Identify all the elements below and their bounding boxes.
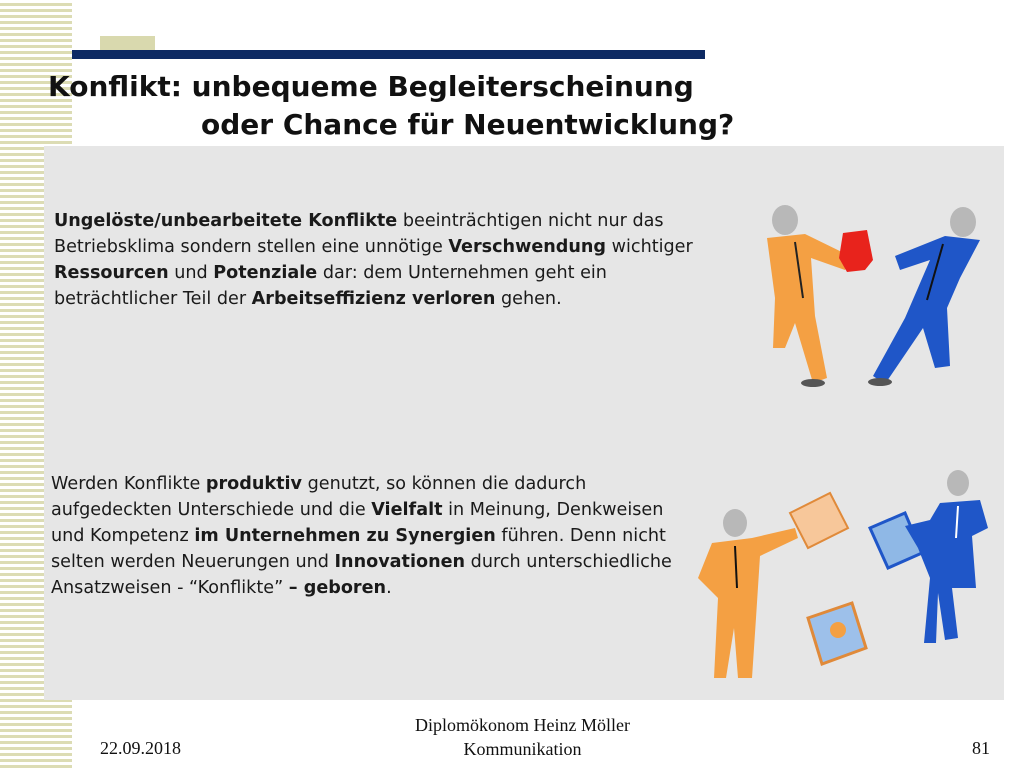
paragraph-waste	[54, 208, 694, 312]
title-line-1: Konflikt: unbequeme Begleiterscheinung	[48, 70, 694, 103]
paragraph2-run: Werden Konflikte	[51, 474, 206, 494]
tug-of-war-illustration	[755, 198, 995, 393]
paragraph-synergy	[51, 471, 691, 601]
paragraph2-run: – geboren	[288, 578, 387, 598]
paragraph2-run: im Unternehmen zu Synergien	[194, 526, 496, 546]
paragraph1-run: Arbeitseffizienz verloren	[251, 289, 496, 309]
paragraph1-run: Ungelöste/unbearbeitete Konflikte	[54, 211, 398, 231]
blue-shoe	[868, 378, 892, 386]
orange-figure	[767, 205, 850, 387]
orange-figure-head	[772, 205, 798, 235]
paragraph1-run: beeinträchtigen nicht nur das Betriebsklima sondern stellen eine unnötige	[54, 211, 664, 257]
paragraph1-run: Ressourcen	[54, 263, 169, 283]
paragraph1-run: gehen.	[495, 289, 562, 309]
blue-figure-head	[950, 207, 976, 237]
footer-author: Diplomökonom Heinz Möller	[415, 715, 630, 735]
blue-figure-2-head	[947, 470, 969, 496]
paragraph2-run: führen. Denn nicht selten werden Neuerungen und	[51, 526, 666, 572]
paragraph1-run: Verschwendung	[448, 237, 607, 257]
blue-figure-2-body	[905, 500, 988, 643]
paragraph2-run: Vielfalt	[371, 500, 443, 520]
orange-document	[790, 493, 848, 548]
red-contested-item	[839, 230, 873, 272]
orange-figure-2-head	[723, 509, 747, 537]
orange-figure-2-body	[698, 528, 798, 678]
page-number: 81	[972, 738, 990, 758]
paragraph2-run: durch unterschiedliche Ansatzweisen - “Konflikte”	[51, 552, 672, 598]
paragraph2-run: in Meinung, Denkweisen und Kompetenz	[51, 500, 664, 546]
paragraph2-run: .	[386, 578, 392, 598]
paragraph1-run: wichtiger	[606, 237, 693, 257]
footer-subject: Kommunikation	[463, 739, 582, 759]
paragraph2-run: produktiv	[205, 474, 302, 494]
slide-title	[48, 68, 1008, 144]
picture-sun	[830, 622, 846, 638]
title-line-2: oder Chance für Neuentwicklung?	[201, 108, 735, 141]
footer-date: 22.09.2018	[100, 738, 181, 758]
footer-center	[380, 713, 665, 761]
orange-figure-2	[698, 509, 798, 678]
orange-shoe	[801, 379, 825, 387]
paragraph1-run: und	[168, 263, 214, 283]
accent-line	[72, 50, 705, 59]
paragraph2-run: Innovationen	[334, 552, 466, 572]
paragraph1-run: dar: dem Unternehmen geht ein beträchtlicher Teil der	[54, 263, 607, 309]
paragraph1-run: Potenziale	[213, 263, 318, 283]
orange-figure-body	[767, 234, 850, 383]
document-exchange-illustration	[690, 468, 995, 683]
blue-figure	[868, 207, 980, 386]
blue-figure-body	[873, 236, 980, 384]
paragraph2-run: genutzt, so können die dadurch aufgedeckten Unterschiede und die	[51, 474, 587, 520]
